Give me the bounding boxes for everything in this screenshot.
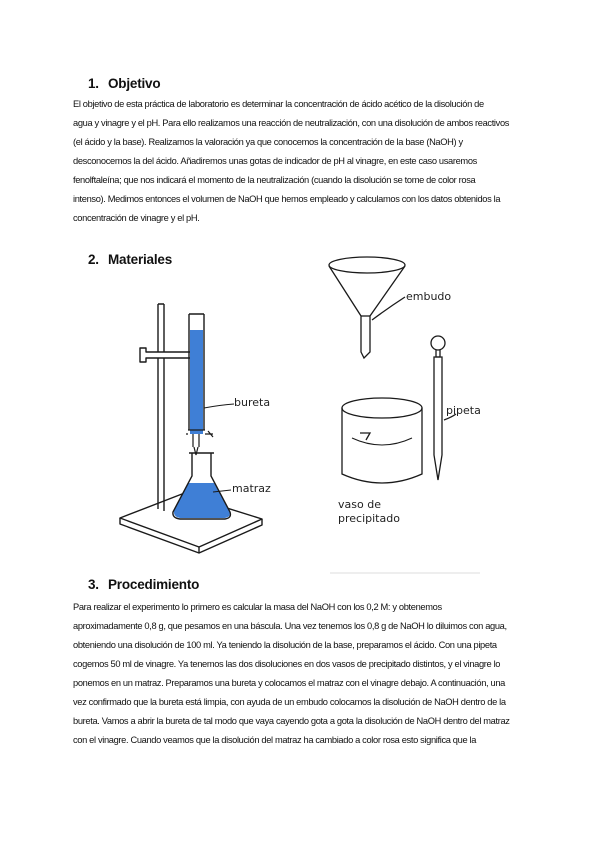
text-line: cogemos 50 ml de vinagre. Ya tenemos las dos disoluciones en dos vasos de precipitado distintos, y el vinagre lo (73, 659, 501, 669)
text-line: (el ácido y la base). Realizamos la valoración ya que conocemos la concentración de la base (NaOH) y (73, 137, 463, 147)
bureta-label-text: bureta (234, 396, 271, 409)
vaso-label (338, 496, 418, 528)
text-line: El objetivo de esta práctica de laboratorio es determinar la concentración de ácido acético de la disolución de (73, 99, 484, 109)
vaso-label-line2: precipitado (338, 512, 400, 525)
text-line: obteniendo una disolución de 100 ml. Ya teniendo la disolución de la base, preparamos el ácido. Con una pipeta (73, 640, 497, 650)
text-line: intenso). Medimos entonces el volumen de NaOH que hemos empleado y calculamos con los datos obtenidos la (73, 194, 501, 204)
text-line: concentración de vinagre y el pH. (73, 213, 200, 223)
section-number: 3. (88, 577, 99, 592)
section-title: Objetivo (108, 76, 161, 91)
embudo-label-text: embudo (406, 290, 452, 303)
text-line: vez confirmado que la bureta está limpia, con ayuda de un embudo colocamos la disolución de NaOH dentro de la (73, 697, 506, 707)
procedimiento-paragraph (73, 598, 525, 750)
pipeta-label-text: pipeta (446, 404, 481, 417)
image-bottom-edge (330, 572, 480, 574)
text-line: Para realizar el experimento lo primero es calcular la masa del NaOH con los 0,2 M: y obtenemos (73, 602, 442, 612)
text-line: aproximadamente 0,8 g, que pesamos en una báscula. Una vez tenemos los 0,8 g de NaOH lo diluimos con agua, (73, 621, 507, 631)
text-line: con el vinagre. Cuando veamos que la disolución del matraz ha cambiado a color rosa esto significa que la (73, 735, 477, 745)
vaso-label-line1: vaso de (338, 498, 381, 511)
section-title: Procedimiento (108, 577, 200, 592)
section-number: 2. (88, 252, 99, 267)
section-heading-procedimiento (88, 577, 199, 592)
matraz-label-text: matraz (232, 482, 271, 495)
section-title: Materiales (108, 252, 173, 267)
text-line: bureta. Vamos a abrir la bureta de tal modo que vaya cayendo gota a gota la disolución de NaOH dentro del matraz (73, 716, 510, 726)
text-line: desconocemos la del ácido. Añadiremos unas gotas de indicador de pH al vinagre, en este caso usaremos (73, 156, 477, 166)
section-number: 1. (88, 76, 99, 91)
text-line: fenolftaleína; que nos indicará el momento de la neutralización (cuando la disolución se tome de color rosa (73, 175, 476, 185)
text-line: ponemos en un matraz. Preparamos una bureta y colocamos el matraz con el vinagre debajo. A continuación, una (73, 678, 505, 688)
text-line: agua y vinagre y el pH. Para ello realizamos una reacción de neutralización, con una disolución de ambos reactivos (73, 118, 510, 128)
